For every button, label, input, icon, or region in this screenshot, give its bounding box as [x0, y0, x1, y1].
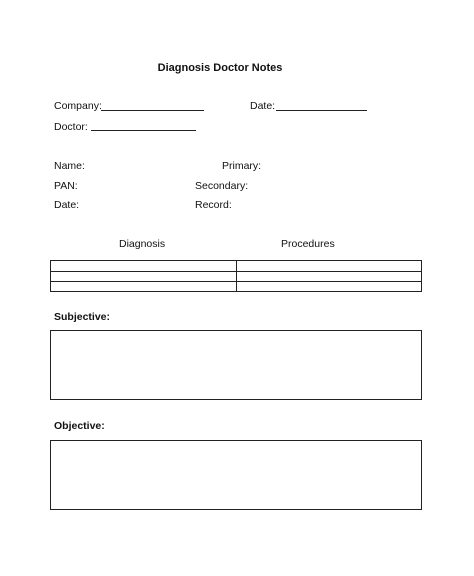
objective-label: Objective:: [54, 420, 105, 432]
subjective-label: Subjective:: [54, 311, 111, 323]
record-label: Record:: [195, 199, 232, 211]
doctor-label: Doctor:: [54, 121, 88, 133]
procedures-header: Procedures: [281, 238, 335, 250]
page-title: Diagnosis Doctor Notes: [157, 62, 283, 74]
date-top-label: Date:: [250, 100, 276, 112]
company-line: [101, 110, 204, 111]
objective-box: [50, 440, 422, 510]
date-top-line: [276, 110, 367, 111]
primary-label: Primary:: [222, 160, 262, 172]
name-label: Name:: [54, 160, 85, 172]
subjective-box: [50, 330, 422, 400]
date-patient-label: Date:: [54, 199, 80, 211]
secondary-label: Secondary:: [195, 180, 249, 192]
diagnosis-table: [50, 260, 422, 292]
table-column-divider: [236, 261, 237, 291]
diagnosis-header: Diagnosis: [119, 238, 166, 250]
doctor-line: [91, 130, 196, 131]
company-label: Company:: [54, 100, 102, 112]
pan-label: PAN:: [54, 180, 78, 192]
